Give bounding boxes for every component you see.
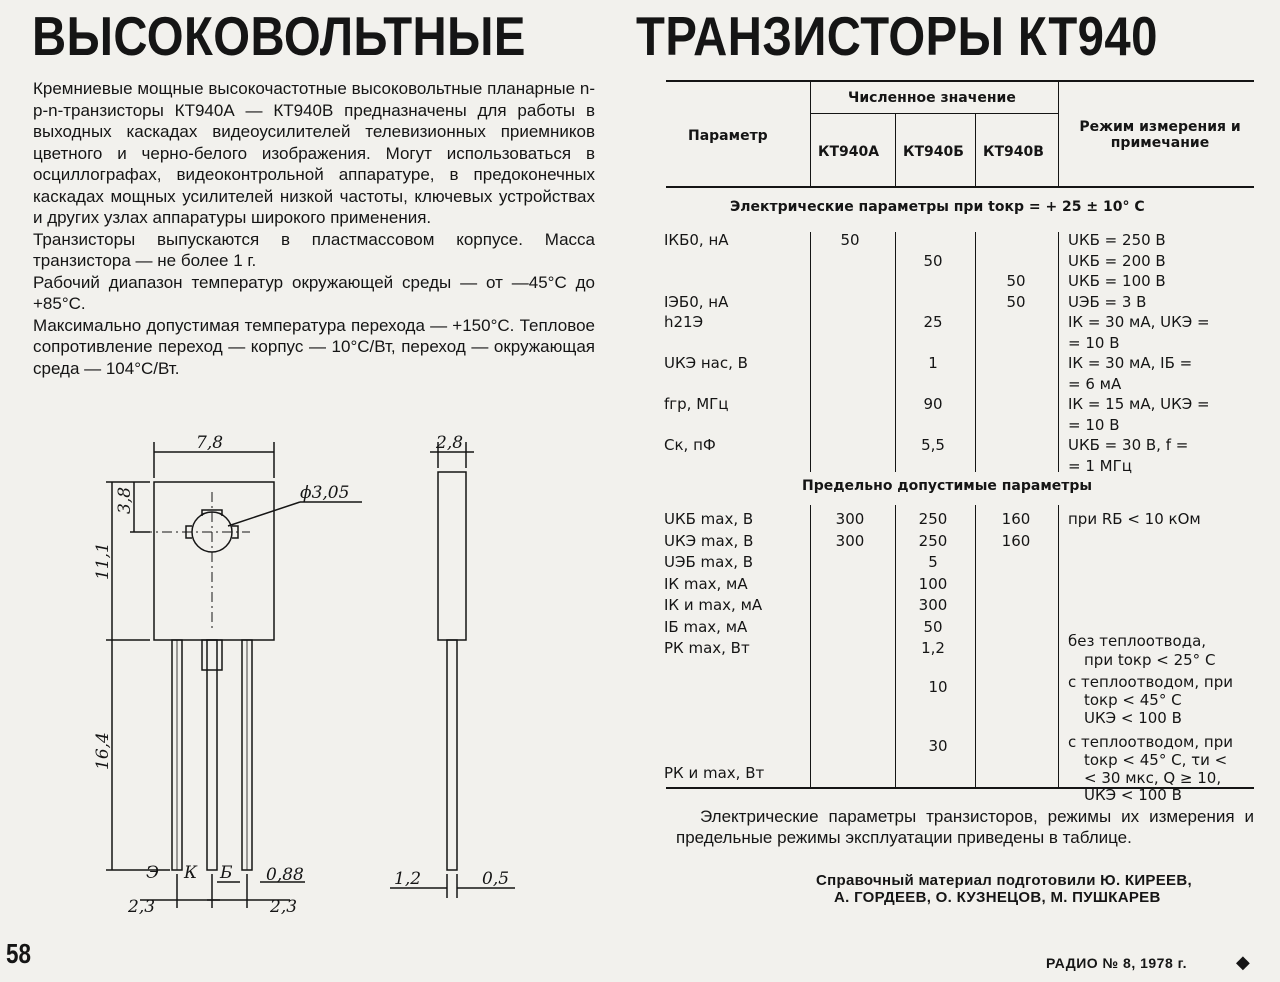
pk-note2b: tокр < 45° С (1084, 691, 1182, 709)
limit-row-param: UКБ max, В (664, 510, 754, 528)
header-bottom-rule (666, 186, 1254, 188)
pk-val2: 10 (928, 678, 948, 696)
elec-row-value-b: 90 (923, 395, 943, 413)
elec-row-param: h21Э (664, 313, 704, 331)
elec-row-note: = 10 В (1068, 415, 1120, 434)
dim-hole-offset: 3,8 (115, 486, 135, 514)
dim-body-height: 11,1 (93, 542, 113, 580)
credits-line1: Справочный материал подготовили Ю. КИРЕЕВ, (816, 872, 1192, 889)
limit-row-value-v: 160 (1001, 531, 1031, 550)
elec-row-value-b: 5,5 (921, 436, 945, 454)
limit-row-value-b: 100 (918, 574, 948, 593)
dim-lead-width: 0,88 (266, 865, 304, 885)
limit-row-value-b: 250 (918, 510, 948, 528)
col-divider-2 (895, 232, 896, 472)
elec-row-value-v: 50 (1006, 272, 1026, 290)
elec-row-note: = 10 В (1068, 333, 1120, 352)
col-divider-3 (975, 232, 976, 472)
limit-row-value-a: 300 (835, 531, 865, 550)
dim-width: 7,8 (196, 433, 224, 453)
col-divider-2b (895, 505, 896, 787)
credits-line2: А. ГОРДЕЕВ, О. КУЗНЕЦОВ, М. ПУШКАРЕВ (834, 889, 1161, 906)
elec-row-note: IК = 30 мА, IБ = (1068, 354, 1193, 372)
limit-row-param: UКЭ max, В (664, 531, 754, 550)
col-divider-1b (810, 505, 811, 787)
intro-text (33, 78, 595, 379)
intro-paragraph-1: Кремниевые мощные высокочастотные высоковольтные планарные n-p-n-транзисторы КТ940А — КТ940В предназначены для работы в выходных каскадах видеоусилителей телевизионных приемников цветного и черно-белого изображения. Могут использоваться в осциллографах, видеоконтрольной аппаратуре, в предоконечных каскадах мощных усилителей низкой частоты, ключевых устройствах и других узлах аппаратуры широкого применения. (33, 79, 595, 227)
pk-note2a: с теплоотводом, при (1068, 673, 1233, 691)
header-sub-rule (810, 113, 1058, 114)
limit-row-value-b: 300 (918, 596, 948, 614)
elec-row-value-b: 50 (923, 251, 943, 270)
table-top-rule (666, 80, 1254, 82)
pkimax-label: PК и max, Вт (664, 764, 765, 782)
package-drawing (90, 430, 530, 920)
header-kt940b: КТ940Б (903, 144, 964, 160)
limit-row-value-b: 250 (918, 531, 948, 550)
dim-lead-length: 16,4 (93, 732, 113, 770)
limit-row-value-b: 50 (923, 617, 943, 636)
dim-hole: ϕ3,05 (300, 483, 350, 503)
elec-row-note: UЭБ = 3 В (1068, 292, 1147, 311)
title-left: ВЫСОКОВОЛЬТНЫЕ (32, 5, 526, 67)
intro-paragraph-2: Транзисторы выпускаются в пластмассовом корпусе. Масса транзистора — не более 1 г. (33, 229, 595, 270)
dim-pitch-right: 2,3 (270, 897, 298, 917)
intro-paragraph-3: Рабочий диапазон температур окружающей среды — от —45°С до +85°С. (33, 272, 595, 313)
header-kt940a: КТ940А (818, 144, 880, 160)
header-mode: Режим измерения и примечание (1079, 119, 1241, 151)
limit-row-param: UЭБ max, В (664, 553, 754, 571)
col-divider-2-head (895, 113, 896, 186)
magazine-issue: РАДИО № 8, 1978 г. (1046, 955, 1187, 971)
col-divider-1 (810, 232, 811, 472)
header-values: Численное значение (848, 90, 1016, 106)
header-kt940v: КТ940В (983, 144, 1044, 160)
limit-row-value-b: 5 (928, 553, 938, 571)
pk-val3: 30 (928, 737, 948, 755)
limit-row-value-b: 1,2 (921, 639, 945, 657)
section-limits: Предельно допустимые параметры (802, 478, 1093, 494)
pk-note3d: UКЭ < 100 В (1084, 786, 1182, 804)
elec-row-value-v: 50 (1006, 292, 1026, 311)
elec-row-param: UКЭ нас, В (664, 354, 748, 372)
elec-row-value-b: 1 (928, 354, 938, 372)
elec-row-note: UКБ = 200 В (1068, 251, 1166, 270)
col-divider-4b (1058, 505, 1059, 787)
elec-row-note: UКБ = 100 В (1068, 272, 1166, 290)
page-number: 58 (6, 938, 31, 969)
side-view (438, 472, 466, 640)
elec-row-note: IК = 30 мА, UКЭ = (1068, 313, 1210, 331)
closing-text: Электрические параметры транзисторов, режимы их измерения и предельные режимы эксплуатации приведены в таблице. (676, 807, 1254, 847)
pin-k: К (184, 863, 198, 883)
intro-paragraph-4: Максимально допустимая температура перехода — +150°С. Тепловое сопротивление переход — корпус — 10°С/Вт, переход — окружающая среда — 104°С/Вт. (33, 315, 595, 378)
dim-lead-thick: 0,5 (482, 869, 510, 889)
dim-thickness: 2,8 (436, 433, 464, 453)
elec-row-note: = 6 мА (1068, 374, 1122, 393)
pin-e: Э (146, 863, 160, 883)
elec-row-note: = 1 МГц (1068, 456, 1132, 475)
dim-pitch-left: 2,3 (128, 897, 156, 917)
pk-note3b: tокр < 45° С, τи < (1084, 751, 1228, 769)
elec-row-note: UКБ = 30 В, f = (1068, 436, 1189, 454)
pk-note3a: с теплоотводом, при (1068, 733, 1233, 751)
pk-note3c: < 30 мкс, Q ≥ 10, (1084, 769, 1222, 787)
title-right: ТРАНЗИСТОРЫ КТ940 (636, 5, 1158, 67)
elec-row-param: fгр, МГц (664, 395, 729, 413)
col-divider-4-head (1058, 80, 1059, 186)
pk-note2c: UКЭ < 100 В (1084, 709, 1182, 727)
col-divider-1-head (810, 80, 811, 186)
dim-tab: 1,2 (394, 869, 422, 889)
limit-row-value-v: 160 (1001, 510, 1031, 528)
elec-row-note: IК = 15 мА, UКЭ = (1068, 395, 1210, 413)
header-param: Параметр (688, 128, 768, 144)
limit-row-param: IБ max, мА (664, 617, 748, 636)
limit-row-value-a: 300 (835, 510, 865, 528)
col-divider-4 (1058, 232, 1059, 472)
limit-row-param: IК и max, мА (664, 596, 763, 614)
limit-row-param: IК max, мА (664, 574, 748, 593)
body-outline (154, 482, 274, 640)
section-electrical: Электрические параметры при tокр = + 25 ± 10° С (730, 199, 1145, 215)
elec-row-value-b: 25 (923, 313, 943, 331)
pk-note1b: при tокр < 25° С (1084, 651, 1216, 669)
pin-b: Б (220, 863, 233, 883)
col-divider-3b (975, 505, 976, 787)
limit-row-note: при RБ < 10 кОм (1068, 510, 1201, 528)
elec-row-param: IЭБ0, нА (664, 292, 729, 311)
elec-row-param: Cк, пФ (664, 436, 716, 454)
limit-row-param: PК max, Вт (664, 639, 750, 657)
diamond-icon: ◆ (1236, 952, 1250, 972)
elec-row-note: UКБ = 250 В (1068, 231, 1166, 249)
col-divider-3-head (975, 113, 976, 186)
pk-note1a: без теплоотвода, (1068, 632, 1207, 650)
elec-row-value-a: 50 (840, 231, 860, 249)
elec-row-param: IКБ0, нА (664, 231, 729, 249)
